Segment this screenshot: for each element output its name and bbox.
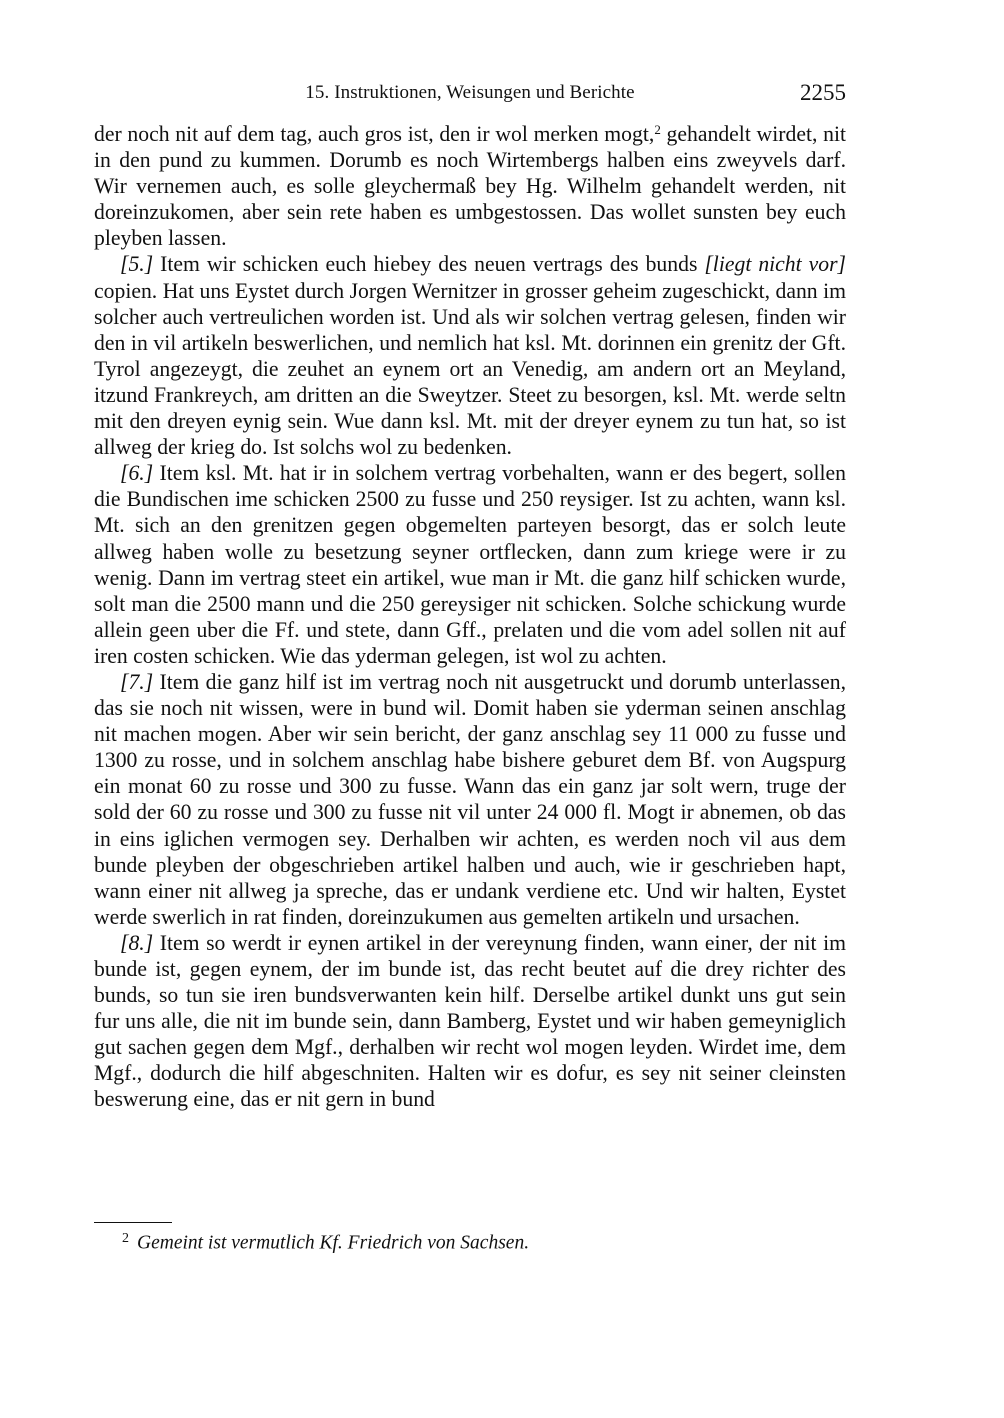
- footnote: [122, 1226, 822, 1256]
- paragraph-text: der noch nit auf dem tag, auch gros ist, den ir wol merken mogt,: [94, 122, 655, 146]
- paragraph-text: Item ksl. Mt. hat ir in solchem vertrag vorbehalten, wann er des begert, sollen die Bundischen ime schicken 2500 zu fusse und 250 reysiger. Ist zu achten, wann ksl. Mt. sich an den grenitzen gegen obgemelten parteyen besorgt, das er solch leute allweg haben wolle zu besetzung seyner ortflecken, dann zum kriege were ir zu wenig. Dann im vertrag steet ein artikel, wue man ir Mt. die ganz hilf schicken wurde, solt man die 2500 mann und die 250 gereysiger nit schicken. Solche schickung wurde allein geen uber die Ff. und stete, dann Gff., prelaten und die vom adel sollen nit auf iren costen schicken. Wie das yderman gelegen, ist wol zu achten.: [94, 461, 846, 668]
- paragraph-text: Item wir schicken euch hiebey des neuen vertrags des bunds: [153, 252, 705, 277]
- paragraph-6: [94, 460, 846, 669]
- footnote-number: 2: [122, 1231, 129, 1246]
- paragraph-7: [94, 669, 846, 930]
- section-number: [7.]: [120, 669, 154, 694]
- paragraph-text: gehandelt wirdet, nit in den pund zu kummen. Dorumb es noch Wirtembergs halben eins zweyvels darf. Wir vernemen auch, es solle gleychermaß bey Hg. Wilhelm gehandelt werden, nit doreinzukomen, aber sein rete haben es umbgestossen. Das wollet sunsten bey euch pleyben lassen.: [94, 122, 846, 251]
- editorial-note: [liegt nicht vor]: [704, 252, 846, 277]
- section-number: [8.]: [120, 930, 154, 955]
- section-number: [5.]: [120, 252, 154, 277]
- running-head: [94, 80, 846, 108]
- paragraph-text: Item so werdt ir eynen artikel in der vereynung finden, wann einer, der nit im bunde ist, gegen eynem, der im bunde ist, das recht beutet auf die drey richter des bunds, so tun sie iren bundsverwanten kein hilf. Derselbe artikel dunkt uns gut sein fur uns alle, die nit im bunde sein, dann Bamberg, Eystet und wir haben gemeyniglich gut sachen gegen dem Mgf., derhalben wir recht wol mogen leyden. Wirdet ime, dem Mgf., dodurch die hilf abgeschniten. Halten wir es dofur, es sey nit seiner cleinsten beswerung eine, das er nit gern in bund: [94, 930, 846, 1112]
- footnote-reference[interactable]: 2: [654, 121, 661, 137]
- footnote-text: Gemeint ist vermutlich Kf. Friedrich von Sachsen.: [137, 1232, 530, 1254]
- paragraph-8: [94, 930, 846, 1113]
- paragraph-text: Item die ganz hilf ist im vertrag noch nit ausgetruckt und dorumb unterlassen, das sie noch nit wissen, were in bund wil. Domit haben sie yderman seinen anschlag nit machen mogen. Aber wir sein bericht, der ganz anschlag sey 11 000 zu fusse und 1300 zu rosse, und in solchem anschlag habe bishere geburet dem Bf. von Augspurg ein monat 60 zu rosse und 300 zu fusse. Wann das ein ganz jar solt wern, truge der sold der 60 zu rosse und 300 zu fusse nit vil unter 24 000 fl. Mogt ir abnemen, ob das in eins iglichen vermogen sey. Derhalben wir achten, es werden noch vil aus dem bunde pleyben der obgeschrieben artikel halben und auch, wie ir geschrieben hapt, wann einer nit allweg ja spreche, das er undank verdiene etc. Und wir halten, Eystet werde swerlich in rat finden, doreinzukumen aus gemelten artikeln und ursachen.: [94, 669, 846, 929]
- chapter-title: 15. Instruktionen, Weisungen und Berichte: [305, 82, 635, 103]
- page-number: 2255: [800, 80, 846, 105]
- footnote-divider: [94, 1222, 172, 1223]
- section-number: [6.]: [120, 461, 154, 486]
- paragraph-text: copien. Hat uns Eystet durch Jorgen Wernitzer in grosser geheim zugeschickt, dann im solcher auch vertreulichen worden ist. Und als wir solchen vertrag gelesen, finden wir den in vil artikeln beswerlichen, und nemlich hat ksl. Mt. dorinnen ein grenitz der Gft. Tyrol angezeygt, die zeuhet an eynem ort an Venedig, am andern ort an Meyland, itzund Frankreych, am dritten an die Sweytzer. Steet zu besorgen, ksl. Mt. werde seltn mit den dreyen eynig sein. Wue dann ksl. Mt. mit der dreyer eynem zu tun hat, so ist allweg der krieg do. Ist solchs wol zu bedenken.: [94, 278, 846, 460]
- paragraph-continuation: [94, 121, 846, 251]
- paragraph-5: [94, 251, 846, 460]
- body-text: [94, 121, 846, 1113]
